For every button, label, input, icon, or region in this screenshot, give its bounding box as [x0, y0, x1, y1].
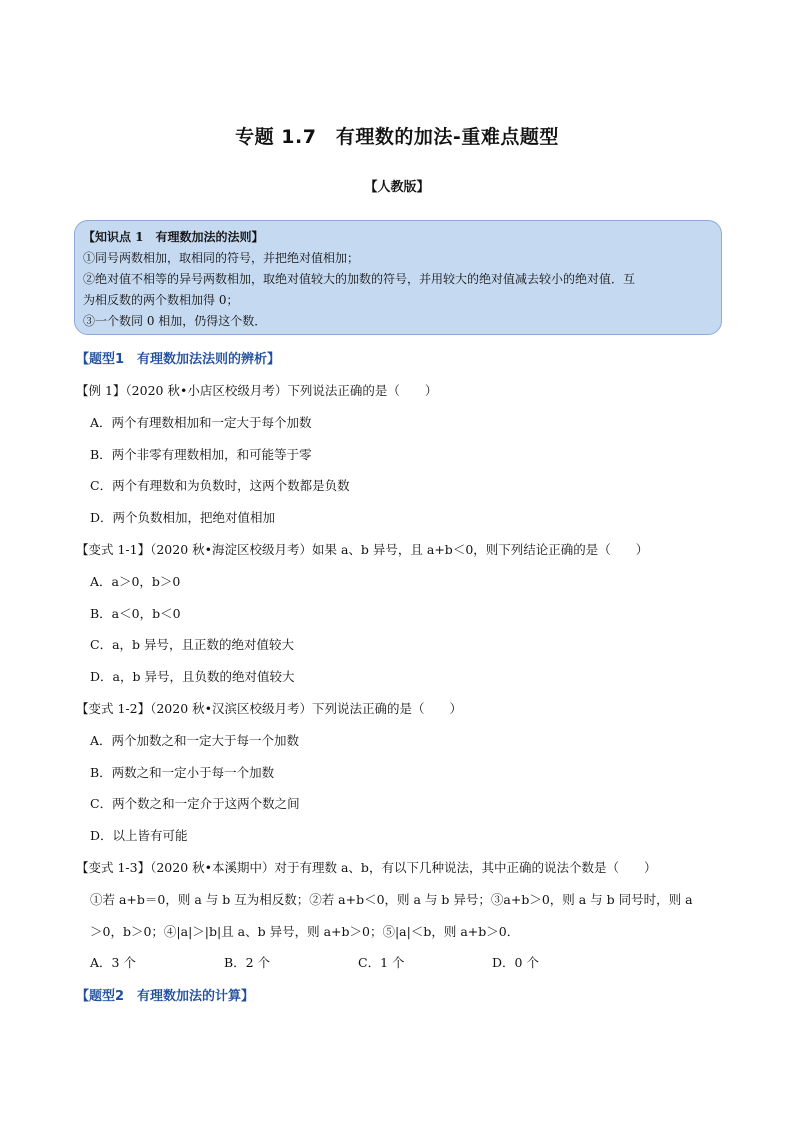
option-d: D．两个负数相加，把绝对值相加	[90, 510, 276, 525]
option-c: C．两个数之和一定介于这两个数之间	[90, 796, 300, 811]
option-a: A．3 个	[90, 955, 136, 970]
option-d: D．0 个	[492, 955, 539, 970]
option-b: B．a＜0，b＜0	[90, 606, 181, 621]
option-d: D．以上皆有可能	[90, 828, 188, 843]
section-heading: 【题型2 有理数加法的计算】	[76, 989, 255, 1004]
option-a: A．两个加数之和一定大于每一个加数	[90, 733, 300, 748]
question-stem: 【变式 1-2】（2020 秋•汉滨区校级月考）下列说法正确的是（ ）	[76, 701, 463, 716]
section-heading: 【题型1 有理数加法法则的辨析】	[76, 352, 281, 367]
option-b: B．两数之和一定小于每一个加数	[90, 765, 275, 780]
question-stem: 【变式 1-1】（2020 秋•海淀区校级月考）如果 a、b 异号，且 a+b＜0，则下列结论正确的是（ ）	[76, 542, 649, 557]
option-a: A．两个有理数相加和一定大于每个加数	[90, 415, 312, 430]
edition-label: 【人教版】	[364, 180, 430, 195]
knowledge-heading: 【知识点 1 有理数加法的法则】	[83, 230, 264, 244]
knowledge-line: ①同号两数相加，取相同的符号，并把绝对值相加；	[83, 251, 360, 265]
option-c: C．a，b 异号，且正数的绝对值较大	[90, 637, 294, 652]
option-b: B．两个非零有理数相加，和可能等于零	[90, 447, 312, 462]
option-a: A．a＞0，b＞0	[90, 574, 181, 589]
knowledge-box	[74, 220, 722, 335]
question-stem: 【例 1】（2020 秋•小店区校级月考）下列说法正确的是（ ）	[76, 383, 438, 398]
question-body-line: ＞0，b＞0；④|a|＞|b|且 a、b 异号，则 a+b＞0；⑤|a|＜b，则 a+b＞0．	[90, 924, 520, 939]
knowledge-line: ②绝对值不相等的异号两数相加，取绝对值较大的加数的符号，并用较大的绝对值减去较小的绝对值．互	[83, 272, 636, 286]
question-body-line: ①若 a+b＝0，则 a 与 b 互为相反数；②若 a+b＜0，则 a 与 b 异号；③a+b＞0，则 a 与 b 同号时，则 a	[90, 892, 693, 907]
knowledge-line: ③一个数同 0 相加，仍得这个数．	[83, 314, 267, 328]
option-row	[90, 953, 650, 971]
question-stem: 【变式 1-3】（2020 秋•本溪期中）对于有理数 a、b，有以下几种说法，其中正确的说法个数是（ ）	[76, 860, 657, 875]
option-d: D．a，b 异号，且负数的绝对值较大	[90, 669, 295, 684]
knowledge-line: 为相反数的两个数相加得 0；	[83, 293, 239, 307]
option-b: B．2 个	[224, 955, 271, 970]
page-title: 专题 1.7 有理数的加法-重难点题型	[235, 126, 559, 148]
option-c: C．1 个	[358, 955, 405, 970]
option-c: C．两个有理数和为负数时，这两个数都是负数	[90, 478, 350, 493]
